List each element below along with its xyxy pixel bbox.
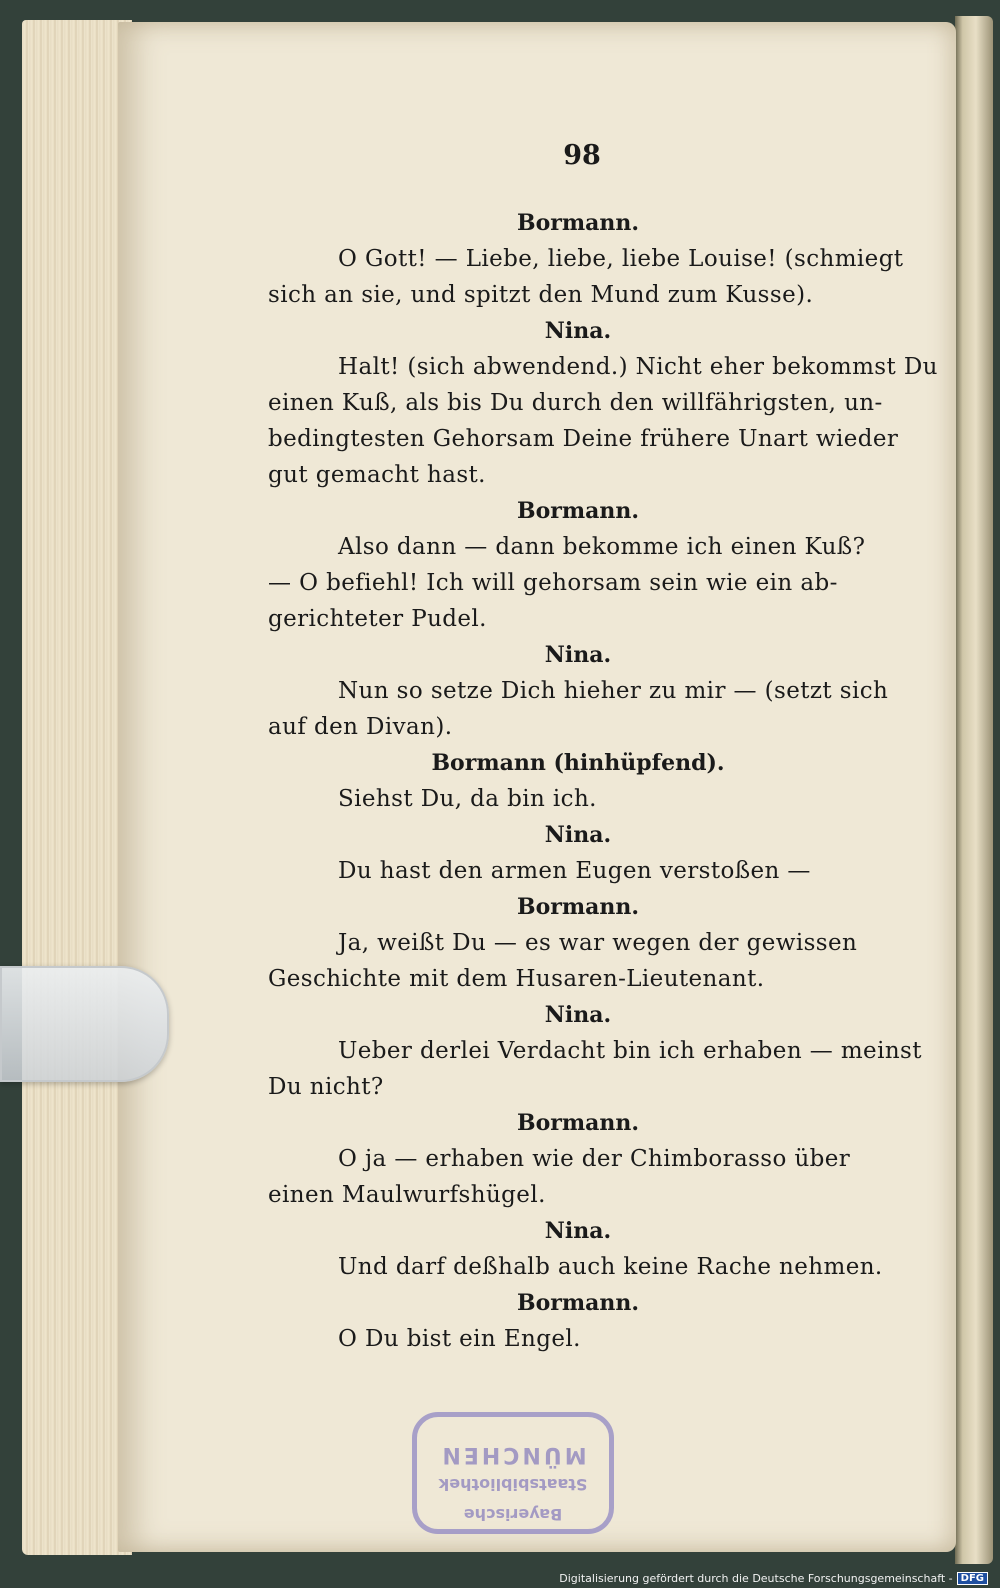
speaker-name: Nina. [544, 318, 612, 344]
text-line: O Gott! — Liebe, liebe, liebe Louise! (schmiegt [338, 246, 904, 272]
digitization-footer [559, 1572, 988, 1585]
text-line: auf den Divan). [268, 714, 453, 740]
footer-text: Digitalisierung gefördert durch die Deutsche Forschungsgemeinschaft - [559, 1572, 953, 1585]
stamp-line-3: MÜNCHEN [439, 1442, 587, 1467]
text-line: — O befiehl! Ich will gehorsam sein wie ein ab- [268, 570, 838, 596]
speaker-name: Bormann. [516, 1290, 640, 1316]
text-line: Also dann — dann bekomme ich einen Kuß? [338, 534, 866, 560]
page-holder-clip [0, 966, 169, 1082]
speaker-name: Bormann (hinhüpfend). [431, 750, 725, 776]
text-line: einen Maulwurfshügel. [268, 1182, 546, 1208]
text-line: Du nicht? [268, 1074, 384, 1100]
text-line: gut gemacht hast. [268, 462, 486, 488]
text-line: Ueber derlei Verdacht bin ich erhaben — meinst [338, 1038, 922, 1064]
page-edges [22, 20, 132, 1555]
text-line: Nun so setze Dich hieher zu mir — (setzt sich [338, 678, 889, 704]
speaker-name: Nina. [544, 1218, 612, 1244]
text-line: gerichteter Pudel. [268, 606, 487, 632]
right-page-edge [955, 16, 993, 1564]
text-line: Ja, weißt Du — es war wegen der gewissen [338, 930, 858, 956]
library-stamp [412, 1412, 614, 1534]
text-line: Siehst Du, da bin ich. [338, 786, 597, 812]
text-line: O Du bist ein Engel. [338, 1326, 581, 1352]
stamp-line-2: Staatsbibliothek [438, 1475, 588, 1494]
text-line: O ja — erhaben wie der Chimborasso über [338, 1146, 851, 1172]
speaker-name: Nina. [544, 642, 612, 668]
speaker-name: Bormann. [516, 894, 640, 920]
speaker-name: Bormann. [516, 498, 640, 524]
text-line: Du hast den armen Eugen verstoßen — [338, 858, 811, 884]
text-line: einen Kuß, als bis Du durch den willfährigsten, un- [268, 390, 883, 416]
text-line: Und darf deßhalb auch keine Rache nehmen. [338, 1254, 883, 1280]
dfg-logo: DFG [957, 1572, 988, 1585]
text-line: bedingtesten Gehorsam Deine frühere Unart wieder [268, 426, 899, 452]
text-line: Halt! (sich abwendend.) Nicht eher bekommst Du [338, 354, 938, 380]
text-line: sich an sie, und spitzt den Mund zum Kusse). [268, 282, 814, 308]
page-number: 98 [563, 140, 601, 171]
speaker-name: Nina. [544, 822, 612, 848]
stamp-line-1: Bayerische [463, 1505, 563, 1524]
page-text [268, 140, 938, 1357]
text-lines [268, 205, 938, 1357]
speaker-name: Nina. [544, 1002, 612, 1028]
text-line: Geschichte mit dem Husaren-Lieutenant. [268, 966, 765, 992]
speaker-name: Bormann. [516, 1110, 640, 1136]
speaker-name: Bormann. [516, 210, 640, 236]
